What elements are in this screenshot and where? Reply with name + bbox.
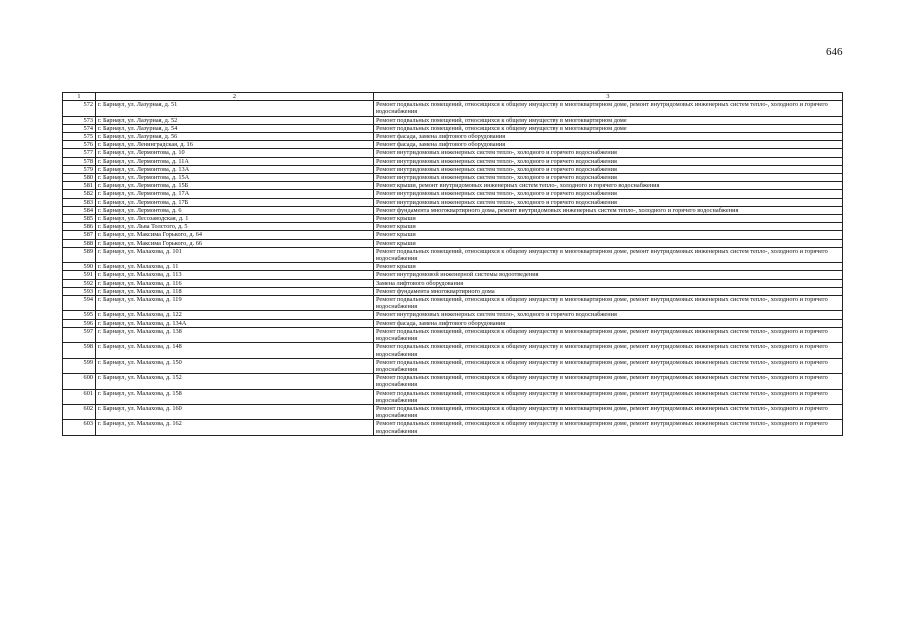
row-work-description: Ремонт подвальных помещений, относящихся к общему имуществу в многоквартирном доме, ремонт внутридомовых инженерных систем тепло-, холодного и горячего водоснабжения bbox=[374, 343, 843, 358]
row-work-description: Ремонт подвальных помещений, относящихся к общему имуществу в многоквартирном доме, ремонт внутридомовых инженерных систем тепло-, холодного и горячего водоснабжения bbox=[374, 327, 843, 342]
table-row bbox=[63, 141, 843, 149]
row-work-description: Ремонт подвальных помещений, относящихся к общему имуществу в многоквартирном доме, ремонт внутридомовых инженерных систем тепло-, холодного и горячего водоснабжения bbox=[374, 389, 843, 404]
row-number: 585 bbox=[63, 215, 96, 223]
header-column-work: 3 bbox=[374, 93, 843, 101]
row-work-description: Ремонт фундамента многоквартирного дома, ремонт внутридомовых инженерных систем тепло-, холодного и горячего водоснабжения bbox=[374, 206, 843, 214]
row-number: 588 bbox=[63, 239, 96, 247]
table-row bbox=[63, 215, 843, 223]
table-row bbox=[63, 182, 843, 190]
row-address: г. Барнаул, ул. Малахова, д. 158 bbox=[96, 389, 374, 404]
row-work-description: Ремонт внутридомовой инженерной системы водоотведения bbox=[374, 271, 843, 279]
row-work-description: Ремонт крыши bbox=[374, 215, 843, 223]
row-work-description: Ремонт фасада, замена лифтового оборудования bbox=[374, 133, 843, 141]
row-address: г. Барнаул, ул. Малахова, д. 122 bbox=[96, 311, 374, 319]
row-number: 587 bbox=[63, 231, 96, 239]
row-work-description: Ремонт внутридомовых инженерных систем тепло-, холодного и горячего водоснабжения bbox=[374, 174, 843, 182]
row-address: г. Барнаул, ул. Льва Толстого, д. 5 bbox=[96, 223, 374, 231]
table-row bbox=[63, 389, 843, 404]
row-work-description: Ремонт крыши bbox=[374, 223, 843, 231]
row-number: 579 bbox=[63, 165, 96, 173]
table-row bbox=[63, 247, 843, 262]
table-header bbox=[63, 93, 843, 101]
row-number: 576 bbox=[63, 141, 96, 149]
row-work-description: Ремонт подвальных помещений, относящихся к общему имуществу в многоквартирном доме, ремонт внутридомовых инженерных систем тепло-, холодного и горячего водоснабжения bbox=[374, 420, 843, 435]
page-number: 646 bbox=[826, 46, 843, 58]
row-number: 592 bbox=[63, 279, 96, 287]
row-address: г. Барнаул, ул. Максима Горького, д. 64 bbox=[96, 231, 374, 239]
row-number: 575 bbox=[63, 133, 96, 141]
row-number: 600 bbox=[63, 374, 96, 389]
row-number: 581 bbox=[63, 182, 96, 190]
row-work-description: Ремонт внутридомовых инженерных систем тепло-, холодного и горячего водоснабжения bbox=[374, 190, 843, 198]
row-number: 598 bbox=[63, 343, 96, 358]
row-work-description: Ремонт подвальных помещений, относящихся к общему имуществу в многоквартирном доме, ремонт внутридомовых инженерных систем тепло-, холодного и горячего водоснабжения bbox=[374, 296, 843, 311]
row-number: 594 bbox=[63, 296, 96, 311]
row-number: 573 bbox=[63, 116, 96, 124]
table-row bbox=[63, 165, 843, 173]
row-address: г. Барнаул, ул. Малахова, д. 11 bbox=[96, 263, 374, 271]
row-work-description: Ремонт крыши bbox=[374, 263, 843, 271]
table-row bbox=[63, 263, 843, 271]
table-row bbox=[63, 358, 843, 373]
table-row bbox=[63, 311, 843, 319]
row-work-description: Ремонт крыши, ремонт внутридомовых инженерных систем тепло-, холодного и горячего водоснабжения bbox=[374, 182, 843, 190]
row-work-description: Ремонт внутридомовых инженерных систем тепло-, холодного и горячего водоснабжения bbox=[374, 311, 843, 319]
table-row bbox=[63, 287, 843, 295]
row-address: г. Барнаул, ул. Малахова, д. 138 bbox=[96, 327, 374, 342]
row-work-description: Ремонт подвальных помещений, относящихся к общему имуществу в многоквартирном доме, ремонт внутридомовых инженерных систем тепло-, холодного и горячего водоснабжения bbox=[374, 374, 843, 389]
table-row bbox=[63, 157, 843, 165]
table-row bbox=[63, 319, 843, 327]
table-row bbox=[63, 343, 843, 358]
row-number: 583 bbox=[63, 198, 96, 206]
row-work-description: Ремонт подвальных помещений, относящихся к общему имуществу в многоквартирном доме bbox=[374, 124, 843, 132]
row-address: г. Барнаул, ул. Лермонтова, д. 6 bbox=[96, 206, 374, 214]
row-work-description: Ремонт внутридомовых инженерных систем тепло-, холодного и горячего водоснабжения bbox=[374, 157, 843, 165]
row-address: г. Барнаул, ул. Малахова, д. 150 bbox=[96, 358, 374, 373]
row-work-description: Ремонт фундамента многоквартирного дома bbox=[374, 287, 843, 295]
table-row bbox=[63, 239, 843, 247]
row-address: г. Барнаул, ул. Малахова, д. 134А bbox=[96, 319, 374, 327]
row-address: г. Барнаул, ул. Малахова, д. 116 bbox=[96, 279, 374, 287]
row-address: г. Барнаул, ул. Малахова, д. 101 bbox=[96, 247, 374, 262]
table-row bbox=[63, 116, 843, 124]
row-address: г. Барнаул, ул. Лермонтова, д. 10 bbox=[96, 149, 374, 157]
row-address: г. Барнаул, ул. Лесозаводская, д. 1 bbox=[96, 215, 374, 223]
table-row bbox=[63, 279, 843, 287]
row-work-description: Ремонт подвальных помещений, относящихся к общему имуществу в многоквартирном доме, ремонт внутридомовых инженерных систем тепло-, холодного и горячего водоснабжения bbox=[374, 247, 843, 262]
row-work-description: Ремонт внутридомовых инженерных систем тепло-, холодного и горячего водоснабжения bbox=[374, 198, 843, 206]
row-address: г. Барнаул, ул. Лазурная, д. 54 bbox=[96, 124, 374, 132]
table-row bbox=[63, 223, 843, 231]
row-number: 596 bbox=[63, 319, 96, 327]
row-number: 586 bbox=[63, 223, 96, 231]
row-address: г. Барнаул, ул. Лермонтова, д. 17Б bbox=[96, 198, 374, 206]
row-address: г. Барнаул, ул. Лазурная, д. 52 bbox=[96, 116, 374, 124]
row-address: г. Барнаул, ул. Малахова, д. 118 bbox=[96, 287, 374, 295]
table-row bbox=[63, 420, 843, 435]
row-number: 584 bbox=[63, 206, 96, 214]
row-number: 590 bbox=[63, 263, 96, 271]
row-work-description: Ремонт фасада, замена лифтового оборудования bbox=[374, 141, 843, 149]
table-row bbox=[63, 404, 843, 419]
row-number: 578 bbox=[63, 157, 96, 165]
row-number: 597 bbox=[63, 327, 96, 342]
row-address: г. Барнаул, ул. Малахова, д. 148 bbox=[96, 343, 374, 358]
row-address: г. Барнаул, ул. Ленинградская, д. 16 bbox=[96, 141, 374, 149]
table-body bbox=[63, 101, 843, 436]
row-work-description: Ремонт подвальных помещений, относящихся к общему имуществу в многоквартирном доме, ремонт внутридомовых инженерных систем тепло-, холодного и горячего водоснабжения bbox=[374, 404, 843, 419]
table-row bbox=[63, 296, 843, 311]
row-work-description: Ремонт подвальных помещений, относящихся к общему имуществу в многоквартирном доме, ремонт внутридомовых инженерных систем тепло-, холодного и горячего водоснабжения bbox=[374, 358, 843, 373]
row-number: 601 bbox=[63, 389, 96, 404]
table-row bbox=[63, 149, 843, 157]
row-number: 572 bbox=[63, 101, 96, 116]
row-number: 580 bbox=[63, 174, 96, 182]
row-work-description: Ремонт крыши bbox=[374, 231, 843, 239]
table-row bbox=[63, 124, 843, 132]
row-address: г. Барнаул, ул. Лермонтова, д. 13А bbox=[96, 165, 374, 173]
row-work-description: Ремонт внутридомовых инженерных систем тепло-, холодного и горячего водоснабжения bbox=[374, 165, 843, 173]
row-number: 591 bbox=[63, 271, 96, 279]
row-number: 595 bbox=[63, 311, 96, 319]
row-number: 574 bbox=[63, 124, 96, 132]
table-row bbox=[63, 206, 843, 214]
row-address: г. Барнаул, ул. Малахова, д. 162 bbox=[96, 420, 374, 435]
row-work-description: Ремонт подвальных помещений, относящихся к общему имуществу в многоквартирном доме bbox=[374, 116, 843, 124]
table-row bbox=[63, 133, 843, 141]
table-row bbox=[63, 327, 843, 342]
row-number: 582 bbox=[63, 190, 96, 198]
table-row bbox=[63, 271, 843, 279]
table-row bbox=[63, 174, 843, 182]
row-work-description: Замена лифтового оборудования bbox=[374, 279, 843, 287]
table-row bbox=[63, 101, 843, 116]
row-number: 589 bbox=[63, 247, 96, 262]
row-number: 599 bbox=[63, 358, 96, 373]
row-address: г. Барнаул, ул. Лазурная, д. 51 bbox=[96, 101, 374, 116]
row-address: г. Барнаул, ул. Лермонтова, д. 15А bbox=[96, 174, 374, 182]
table-row bbox=[63, 190, 843, 198]
row-address: г. Барнаул, ул. Малахова, д. 160 bbox=[96, 404, 374, 419]
header-row bbox=[63, 93, 843, 101]
row-work-description: Ремонт подвальных помещений, относящихся к общему имуществу в многоквартирном доме, ремонт внутридомовых инженерных систем тепло-, холодного и горячего водоснабжения bbox=[374, 101, 843, 116]
row-address: г. Барнаул, ул. Лермонтова, д. 17А bbox=[96, 190, 374, 198]
repair-registry-table bbox=[62, 92, 843, 436]
row-work-description: Ремонт внутридомовых инженерных систем тепло-, холодного и горячего водоснабжения bbox=[374, 149, 843, 157]
row-number: 603 bbox=[63, 420, 96, 435]
row-address: г. Барнаул, ул. Лермонтова, д. 11А bbox=[96, 157, 374, 165]
row-number: 577 bbox=[63, 149, 96, 157]
row-address: г. Барнаул, ул. Малахова, д. 152 bbox=[96, 374, 374, 389]
row-work-description: Ремонт фасада, замена лифтового оборудования bbox=[374, 319, 843, 327]
table-row bbox=[63, 231, 843, 239]
row-address: г. Барнаул, ул. Малахова, д. 113 bbox=[96, 271, 374, 279]
table-row bbox=[63, 374, 843, 389]
row-address: г. Барнаул, ул. Максима Горького, д. 66 bbox=[96, 239, 374, 247]
row-address: г. Барнаул, ул. Лазурная, д. 56 bbox=[96, 133, 374, 141]
table-row bbox=[63, 198, 843, 206]
row-work-description: Ремонт крыши bbox=[374, 239, 843, 247]
header-column-address: 2 bbox=[96, 93, 374, 101]
row-number: 602 bbox=[63, 404, 96, 419]
row-number: 593 bbox=[63, 287, 96, 295]
row-address: г. Барнаул, ул. Малахова, д. 119 bbox=[96, 296, 374, 311]
row-address: г. Барнаул, ул. Лермонтова, д. 15Б bbox=[96, 182, 374, 190]
header-column-number: 1 bbox=[63, 93, 96, 101]
